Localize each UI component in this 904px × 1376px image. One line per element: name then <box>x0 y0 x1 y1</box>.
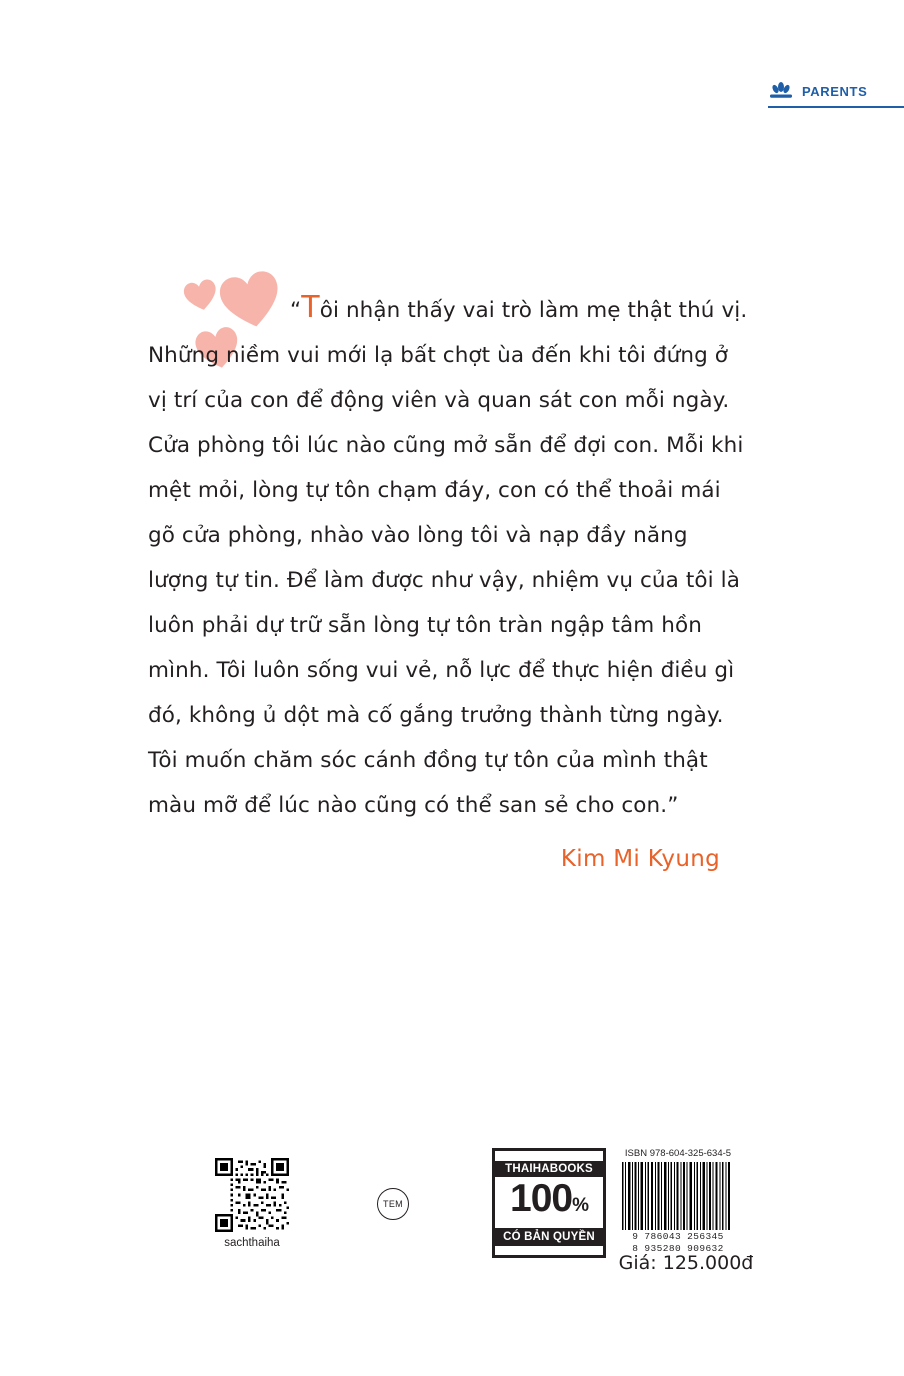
copyright-seal-bottom-text: CÓ BẢN QUYỀN <box>495 1228 603 1246</box>
quote-close-mark: ” <box>667 793 679 818</box>
tem-stamp <box>377 1188 409 1220</box>
lotus-logo-icon <box>768 78 794 104</box>
copyright-seal-number: 100 <box>510 1176 573 1220</box>
barcode-icon <box>620 1162 732 1230</box>
quote-block <box>148 288 748 872</box>
footer-band <box>0 1140 904 1320</box>
publisher-badge <box>768 74 904 108</box>
copyright-seal-percent: % <box>572 1194 588 1216</box>
isbn-text: ISBN 978-604-325-634-5 <box>624 1148 732 1159</box>
quote-open-mark: “ <box>290 298 302 323</box>
quote-author: Kim Mi Kyung <box>560 846 720 872</box>
publisher-badge-rule <box>768 106 904 108</box>
quote-body: ôi nhận thấy vai trò làm mẹ thật thú vị. Những niềm vui mới lạ bất chợt ùa đến khi tôi đứng ở vị trí của con để động viên và quan sát con mỗi ngày. Cửa phòng tôi lúc nào cũng mở sẵn để đợi con. Mỗi khi mệt mỏi, lòng tự tôn chạm đáy, con có thể thoải mái gõ cửa phòng, nhào vào lòng tôi và nạp đầy năng lượng tự tin. Để làm được như vậy, nhiệm vụ của tôi là luôn phải dự trữ sẵn lòng tự tôn tràn ngập tâm hồn mình. Tôi luôn sống vui vẻ, nỗ lực để thực hiện điều gì đó, không ủ dột mà cố gắng trưởng thành từng ngày. Tôi muốn chăm sóc cánh đồng tự tôn của mình thật màu mỡ để lúc nào cũng có thể san sẻ cho con. <box>148 298 748 818</box>
barcode-ean-bottom: 8 935280 909632 <box>632 1243 724 1254</box>
copyright-seal-value <box>510 1177 588 1228</box>
price-label: Giá: 125.000đ <box>618 1252 754 1274</box>
qr-caption: sachthaiha <box>224 1237 280 1249</box>
copyright-seal <box>492 1148 606 1258</box>
qr-block <box>212 1158 292 1249</box>
qr-code-icon[interactable] <box>215 1158 289 1232</box>
quote-dropcap: T <box>301 290 320 325</box>
barcode-ean-top: 9 786043 256345 <box>632 1231 724 1242</box>
publisher-badge-label: PARENTS <box>802 83 868 99</box>
tem-stamp-label: TEM <box>383 1199 403 1209</box>
barcode-block <box>620 1148 736 1254</box>
copyright-seal-top-text: THAIHABOOKS <box>495 1161 603 1177</box>
quote-paragraph <box>148 288 748 828</box>
